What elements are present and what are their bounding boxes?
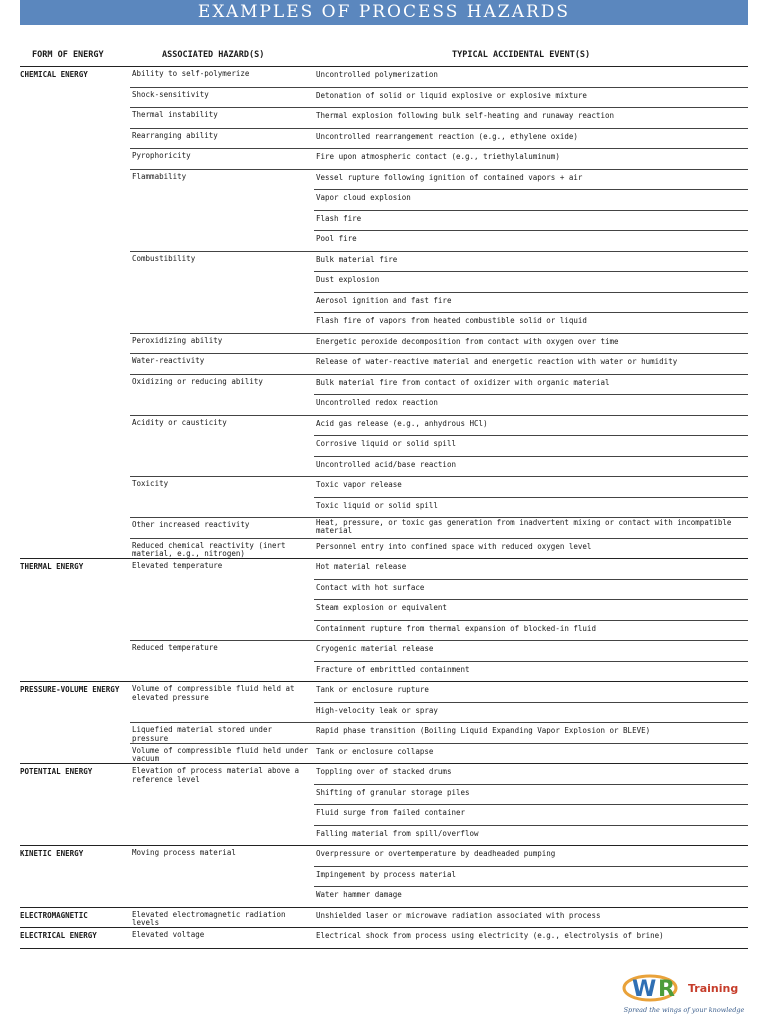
form-of-energy: CHEMICAL ENERGY — [20, 70, 88, 79]
accidental-event: Bulk material fire from contact of oxidizer with organic material — [316, 377, 610, 387]
accidental-event: Flash fire of vapors from heated combustible solid or liquid — [316, 316, 587, 325]
event-row — [0, 108, 768, 129]
accidental-event: Bulk material fire — [316, 254, 398, 264]
event-row — [0, 375, 768, 396]
event-row — [0, 334, 768, 355]
group-divider — [20, 948, 748, 949]
event-row — [0, 805, 768, 826]
associated-hazard: Reduced temperature — [132, 643, 218, 652]
accidental-event: Pool fire — [316, 234, 357, 243]
hazard-row — [0, 334, 768, 355]
associated-hazard: Moving process material — [132, 848, 236, 857]
event-row — [0, 580, 768, 601]
energy-group — [0, 682, 768, 764]
event-row — [0, 682, 768, 703]
accidental-event: Vapor cloud explosion — [316, 193, 411, 202]
event-row — [0, 826, 768, 847]
associated-hazard: Toxicity — [132, 479, 169, 488]
page-title: EXAMPLES OF PROCESS HAZARDS — [20, 0, 748, 25]
accidental-event: Fluid surge from failed container — [316, 808, 466, 817]
column-header-event: TYPICAL ACCIDENTAL EVENT(S) — [452, 50, 591, 60]
hazard-row — [0, 67, 768, 88]
event-row — [0, 641, 768, 662]
event-row — [0, 477, 768, 498]
form-of-energy: ELECTROMAGNETIC — [20, 910, 88, 920]
event-row — [0, 723, 768, 744]
accidental-event: Contact with hot surface — [316, 582, 425, 592]
accidental-event: Toppling over of stacked drums — [316, 767, 452, 776]
associated-hazard: Flammability — [132, 171, 187, 181]
accidental-event: Impingement by process material — [316, 869, 456, 879]
event-row — [0, 887, 768, 908]
hazard-row — [0, 928, 768, 949]
accidental-event: Falling material from spill/overflow — [316, 828, 479, 838]
hazard-row — [0, 764, 768, 846]
hazard-row — [0, 88, 768, 109]
hazard-row — [0, 477, 768, 518]
associated-hazard: Peroxidizing ability — [132, 335, 223, 345]
hazard-row — [0, 744, 768, 765]
hazard-row — [0, 539, 768, 560]
event-row — [0, 190, 768, 211]
accidental-event: Fracture of embrittled containment — [316, 664, 470, 674]
accidental-event: Overpressure or overtemperature by deadheaded pumping — [316, 849, 556, 858]
event-row — [0, 354, 768, 375]
column-header-hazard: ASSOCIATED HAZARD(S) — [162, 50, 265, 60]
energy-group — [0, 908, 768, 929]
event-row — [0, 88, 768, 109]
event-row — [0, 272, 768, 293]
wr-logo-icon — [620, 966, 690, 1006]
hazard-row — [0, 559, 768, 641]
energy-group — [0, 764, 768, 846]
associated-hazard: Elevated temperature — [132, 561, 223, 570]
accidental-event: Corrosive liquid or solid spill — [316, 439, 456, 448]
event-row — [0, 436, 768, 457]
accidental-event: Thermal explosion following bulk self-heating and runaway reaction — [316, 111, 615, 120]
associated-hazard: Thermal instability — [132, 110, 218, 119]
associated-hazard: Volume of compressible fluid held under vacuum — [132, 745, 309, 763]
event-row — [0, 518, 768, 539]
accidental-event: Containment rupture from thermal expansion of blocked-in fluid — [316, 623, 596, 633]
logo-brand-text: Training — [688, 982, 739, 995]
associated-hazard: Liquefied material stored under pressure — [132, 725, 272, 743]
hazard-row — [0, 846, 768, 908]
accidental-event: Release of water-reactive material and energetic reaction with water or humidity — [316, 357, 678, 366]
hazard-row — [0, 108, 768, 129]
event-row — [0, 703, 768, 724]
logo-tagline: Spread the wings of your knowledge — [623, 1006, 745, 1014]
associated-hazard: Shock-sensitivity — [132, 89, 209, 99]
hazard-row — [0, 375, 768, 416]
form-of-energy: PRESSURE-VOLUME ENERGY — [20, 685, 120, 694]
event-row — [0, 313, 768, 334]
event-row — [0, 498, 768, 519]
event-row — [0, 928, 768, 949]
associated-hazard: Other increased reactivity — [132, 520, 250, 529]
associated-hazard: Acidity or causticity — [132, 417, 227, 427]
accidental-event: Heat, pressure, or toxic gas generation from inadvertent mixing or contact with incompatible material — [316, 518, 732, 535]
accidental-event: Tank or enclosure collapse — [316, 746, 434, 756]
associated-hazard: Volume of compressible fluid held at elevated pressure — [132, 684, 295, 702]
accidental-event: Vessel rupture following ignition of contained vapors + air — [316, 172, 583, 182]
event-row — [0, 662, 768, 683]
accidental-event: Steam explosion or equivalent — [316, 603, 447, 612]
accidental-event: Uncontrolled rearrangement reaction (e.g., ethylene oxide) — [316, 131, 578, 141]
hazard-row — [0, 908, 768, 929]
event-row — [0, 149, 768, 170]
associated-hazard: Reduced chemical reactivity (inert material, e.g., nitrogen) — [132, 540, 286, 558]
accidental-event: Shifting of granular storage piles — [316, 787, 470, 797]
hazards-table — [0, 67, 768, 949]
hazard-row — [0, 149, 768, 170]
event-row — [0, 846, 768, 867]
form-of-energy: KINETIC ENERGY — [20, 849, 84, 858]
associated-hazard: Water-reactivity — [132, 356, 205, 365]
event-row — [0, 170, 768, 191]
associated-hazard: Ability to self-polymerize — [132, 69, 250, 78]
hazard-row — [0, 518, 768, 539]
associated-hazard: Elevation of process material above a reference level — [132, 766, 300, 784]
svg-text:R: R — [658, 977, 675, 1002]
event-row — [0, 129, 768, 150]
event-row — [0, 600, 768, 621]
accidental-event: Unshielded laser or microwave radiation associated with process — [316, 910, 601, 920]
energy-group — [0, 846, 768, 908]
event-row — [0, 252, 768, 273]
column-header-form: FORM OF ENERGY — [32, 50, 104, 60]
energy-group — [0, 928, 768, 949]
associated-hazard: Elevated electromagnetic radiation levels — [132, 909, 286, 927]
hazard-row — [0, 354, 768, 375]
hazard-row — [0, 129, 768, 150]
accidental-event: Uncontrolled polymerization — [316, 70, 438, 79]
event-row — [0, 395, 768, 416]
event-row — [0, 231, 768, 252]
associated-hazard: Pyrophoricity — [132, 151, 191, 160]
event-row — [0, 621, 768, 642]
training-logo — [620, 966, 748, 1022]
energy-group — [0, 67, 768, 559]
accidental-event: Water hammer damage — [316, 890, 402, 899]
hazard-row — [0, 682, 768, 723]
accidental-event: Toxic vapor release — [316, 480, 402, 489]
accidental-event: Flash fire — [316, 213, 362, 223]
accidental-event: Uncontrolled acid/base reaction — [316, 459, 456, 469]
hazard-row — [0, 252, 768, 334]
accidental-event: Toxic liquid or solid spill — [316, 500, 438, 510]
accidental-event: Aerosol ignition and fast fire — [316, 295, 452, 305]
associated-hazard: Rearranging ability — [132, 130, 218, 140]
accidental-event: Hot material release — [316, 562, 407, 571]
hazard-row — [0, 416, 768, 478]
form-of-energy: THERMAL ENERGY — [20, 562, 84, 571]
event-row — [0, 211, 768, 232]
accidental-event: Tank or enclosure rupture — [316, 685, 429, 694]
event-row — [0, 416, 768, 437]
event-row — [0, 764, 768, 785]
event-row — [0, 908, 768, 929]
hazard-row — [0, 723, 768, 744]
form-of-energy: ELECTRICAL ENERGY — [20, 931, 97, 940]
event-row — [0, 785, 768, 806]
accidental-event: Uncontrolled redox reaction — [316, 398, 438, 407]
associated-hazard: Combustibility — [132, 253, 196, 263]
accidental-event: Cryogenic material release — [316, 644, 434, 653]
accidental-event: Detonation of solid or liquid explosive or explosive mixture — [316, 90, 587, 100]
accidental-event: Personnel entry into confined space with reduced oxygen level — [316, 541, 592, 551]
table-header — [20, 46, 748, 64]
accidental-event: Dust explosion — [316, 275, 380, 284]
form-of-energy: POTENTIAL ENERGY — [20, 767, 93, 776]
accidental-event: Fire upon atmospheric contact (e.g., triethylaluminum) — [316, 152, 560, 161]
associated-hazard: Oxidizing or reducing ability — [132, 376, 263, 386]
accidental-event: High-velocity leak or spray — [316, 705, 438, 715]
accidental-event: Acid gas release (e.g., anhydrous HCl) — [316, 418, 488, 428]
event-row — [0, 457, 768, 478]
event-row — [0, 67, 768, 88]
accidental-event: Energetic peroxide decomposition from contact with oxygen over time — [316, 336, 619, 346]
hazard-row — [0, 170, 768, 252]
associated-hazard: Elevated voltage — [132, 930, 205, 939]
svg-text:W: W — [632, 977, 657, 1002]
event-row — [0, 293, 768, 314]
accidental-event: Rapid phase transition (Boiling Liquid Expanding Vapor Explosion or BLEVE) — [316, 726, 651, 735]
accidental-event: Electrical shock from process using electricity (e.g., electrolysis of brine) — [316, 931, 664, 940]
energy-group — [0, 559, 768, 682]
event-row — [0, 539, 768, 560]
event-row — [0, 559, 768, 580]
hazard-row — [0, 641, 768, 682]
event-row — [0, 867, 768, 888]
event-row — [0, 744, 768, 765]
